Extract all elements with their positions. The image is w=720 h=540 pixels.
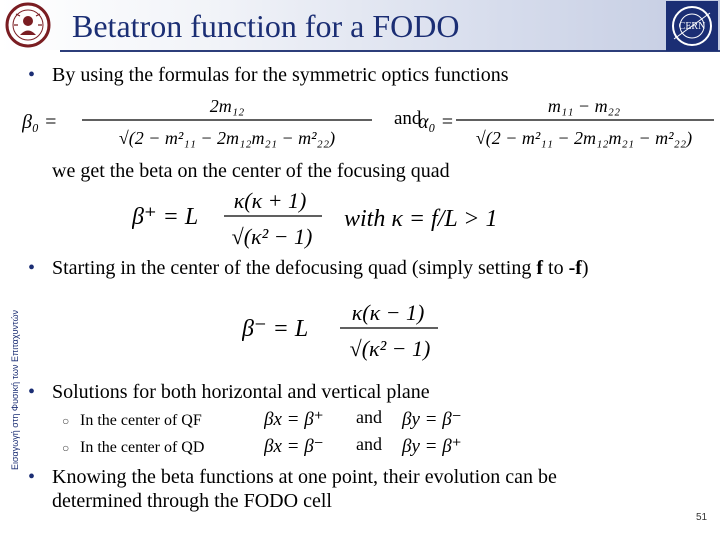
svg-text:and: and bbox=[394, 108, 422, 129]
bullet-2-close: ) bbox=[581, 257, 589, 279]
bullet-3 bbox=[28, 381, 430, 404]
svg-text:α₀ =: α₀ = bbox=[418, 111, 454, 133]
sub-item-qf-text: In the center of QF bbox=[80, 412, 202, 429]
svg-text:√(κ² − 1): √(κ² − 1) bbox=[231, 224, 313, 249]
solution-qf-equation bbox=[264, 404, 494, 432]
bullet-3-text: Solutions for both horizontal and vertical plane bbox=[52, 381, 430, 403]
bullet-1 bbox=[28, 64, 509, 87]
bullet-2-f: f bbox=[536, 257, 544, 279]
symmetric-optics-equation bbox=[22, 94, 716, 152]
page-number: 51 bbox=[696, 512, 708, 523]
sub-bullet-marker: ○ bbox=[62, 414, 70, 428]
svg-text:βx = β⁺: βx = β⁺ bbox=[264, 409, 324, 430]
svg-text:2m₁₂: 2m₁₂ bbox=[209, 96, 245, 116]
svg-text:βy = β⁺: βy = β⁺ bbox=[402, 436, 462, 457]
bullet-2-to: to bbox=[548, 257, 564, 279]
svg-text:β⁺ = L: β⁺ = L bbox=[132, 204, 199, 230]
bullet-dot: • bbox=[28, 257, 36, 279]
svg-text:and: and bbox=[356, 407, 382, 427]
bullet-2 bbox=[28, 257, 589, 280]
bullet-4 bbox=[28, 466, 557, 489]
bullet-dot: • bbox=[28, 466, 36, 488]
bullet-2-text: Starting in the center of the defocusing quad (simply setting bbox=[52, 257, 532, 279]
bullet-4-text: Knowing the beta functions at one point, their evolution can be bbox=[52, 466, 557, 488]
svg-text:√(2 − m²₁₁ − 2m₁₂m₂₁ − m²₂₂): √(2 − m²₁₁ − 2m₁₂m₂₁ − m²₂₂) bbox=[118, 128, 336, 148]
svg-text:and: and bbox=[356, 434, 382, 454]
svg-text:β⁻ = L: β⁻ = L bbox=[242, 316, 309, 342]
bullet-1-text: By using the formulas for the symmetric optics functions bbox=[52, 64, 509, 86]
cern-logo bbox=[666, 1, 718, 51]
title-underline bbox=[60, 50, 720, 52]
sub-item-qf bbox=[62, 412, 202, 430]
svg-text:with κ = f/L > 1: with κ = f/L > 1 bbox=[344, 206, 498, 232]
solution-qd-equation bbox=[264, 431, 494, 459]
vertical-side-label: Εισαγωγή στη Φυσική των Επιταχυντών bbox=[10, 310, 20, 470]
bullet-4-continuation: determined through the FODO cell bbox=[52, 490, 332, 512]
svg-text:√(κ² − 1): √(κ² − 1) bbox=[349, 336, 431, 361]
svg-text:β₀ =: β₀ = bbox=[22, 111, 58, 133]
svg-text:κ(κ − 1): κ(κ − 1) bbox=[351, 300, 425, 325]
sub-item-qd-text: In the center of QD bbox=[80, 439, 205, 456]
focusing-quad-text: we get the beta on the center of the focusing quad bbox=[52, 160, 450, 182]
sub-item-qd bbox=[62, 439, 204, 457]
beta-plus-equation bbox=[132, 186, 572, 250]
svg-text:m₁₁ − m₂₂: m₁₁ − m₂₂ bbox=[547, 96, 621, 116]
slide-title: Betatron function for a FODO bbox=[72, 8, 460, 44]
university-seal-logo bbox=[4, 2, 52, 48]
cern-logo-text: CERN bbox=[678, 21, 706, 32]
svg-text:βy = β⁻: βy = β⁻ bbox=[402, 409, 462, 430]
svg-text:βx = β⁻: βx = β⁻ bbox=[264, 436, 324, 457]
beta-minus-equation bbox=[242, 296, 462, 364]
bullet-2-minus-f: -f bbox=[568, 257, 582, 279]
bullet-dot: • bbox=[28, 381, 36, 403]
svg-text:κ(κ + 1): κ(κ + 1) bbox=[233, 188, 307, 213]
svg-text:√(2 − m²₁₁ − 2m₁₂m₂₁ − m²₂₂): √(2 − m²₁₁ − 2m₁₂m₂₁ − m²₂₂) bbox=[475, 128, 693, 148]
bullet-dot: • bbox=[28, 64, 36, 86]
sub-bullet-marker: ○ bbox=[62, 441, 70, 455]
